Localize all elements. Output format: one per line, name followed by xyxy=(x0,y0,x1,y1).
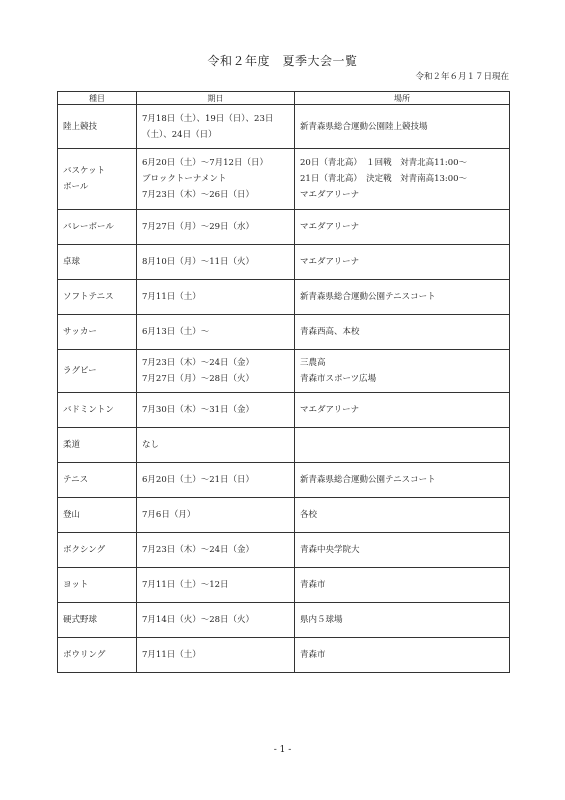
cell-period: 6月20日（土）～7月12日（日） ブロックトーナメント 7月23日（木）～26日（日） xyxy=(137,149,295,210)
table-row xyxy=(58,245,510,280)
cell-sport: テニス xyxy=(58,463,137,498)
table-row xyxy=(58,533,510,568)
cell-venue: 新青森県総合運動公園テニスコート xyxy=(295,463,510,498)
table-row xyxy=(58,210,510,245)
cell-venue: マエダアリーナ xyxy=(295,245,510,280)
header-period: 期日 xyxy=(137,92,295,105)
table-row xyxy=(58,428,510,463)
cell-period: 7月18日（土）、19日（日）、23日 （土）、24日（日） xyxy=(137,105,295,149)
table-row xyxy=(58,568,510,603)
cell-period: 7月11日（土）～12日 xyxy=(137,568,295,603)
table-row xyxy=(58,149,510,210)
cell-period: 7月11日（土） xyxy=(137,280,295,315)
cell-venue: 20日（青北高） １回戦 対青北高11:00～ 21日（青北高） 決定戦 対青南高13:00～ マエダアリーナ xyxy=(295,149,510,210)
cell-venue: 新青森県総合運動公園陸上競技場 xyxy=(295,105,510,149)
cell-period: 7月6日（月） xyxy=(137,498,295,533)
cell-sport: バドミントン xyxy=(58,393,137,428)
table-row xyxy=(58,315,510,350)
cell-sport: 登山 xyxy=(58,498,137,533)
cell-period: 6月13日（土）～ xyxy=(137,315,295,350)
header-sport: 種目 xyxy=(58,92,137,105)
document-title: 令和２年度 夏季大会一覧 xyxy=(207,54,358,68)
cell-venue: 青森西高、本校 xyxy=(295,315,510,350)
table-row xyxy=(58,638,510,673)
cell-venue: 各校 xyxy=(295,498,510,533)
cell-sport: ラグビー xyxy=(58,350,137,393)
cell-venue: 県内５球場 xyxy=(295,603,510,638)
cell-sport: バレーボール xyxy=(58,210,137,245)
cell-sport: ヨット xyxy=(58,568,137,603)
cell-sport: ボウリング xyxy=(58,638,137,673)
cell-sport: バスケット ボール xyxy=(58,149,137,210)
cell-venue: 青森中央学院大 xyxy=(295,533,510,568)
cell-venue: 青森市 xyxy=(295,568,510,603)
cell-sport: 陸上競技 xyxy=(58,105,137,149)
cell-venue: マエダアリーナ xyxy=(295,210,510,245)
cell-sport: ボクシング xyxy=(58,533,137,568)
cell-sport: サッカー xyxy=(58,315,137,350)
table-row xyxy=(58,463,510,498)
table-row xyxy=(58,105,510,149)
table-row xyxy=(58,498,510,533)
cell-period: なし xyxy=(137,428,295,463)
header-venue: 場所 xyxy=(295,92,510,105)
cell-period: 6月20日（土）～21日（日） xyxy=(137,463,295,498)
cell-venue: 新青森県総合運動公園テニスコート xyxy=(295,280,510,315)
page-number: - 1 - xyxy=(273,745,292,755)
cell-period: 8月10日（月）～11日（火） xyxy=(137,245,295,280)
cell-venue xyxy=(295,428,510,463)
cell-sport: 柔道 xyxy=(58,428,137,463)
as-of-date: 令和２年６月１７日現在 xyxy=(415,72,509,82)
cell-sport: 硬式野球 xyxy=(58,603,137,638)
cell-venue: 三農高 青森市スポーツ広場 xyxy=(295,350,510,393)
cell-period: 7月14日（火）～28日（火） xyxy=(137,603,295,638)
cell-period: 7月27日（月）～29日（水） xyxy=(137,210,295,245)
table-header-row xyxy=(58,92,510,105)
table-row xyxy=(58,280,510,315)
cell-period: 7月23日（木）～24日（金） 7月27日（月）～28日（火） xyxy=(137,350,295,393)
tournament-table xyxy=(57,91,510,673)
table-row xyxy=(58,350,510,393)
cell-sport: ソフトテニス xyxy=(58,280,137,315)
table-row xyxy=(58,393,510,428)
cell-period: 7月11日（土） xyxy=(137,638,295,673)
cell-venue: マエダアリーナ xyxy=(295,393,510,428)
cell-period: 7月23日（木）～24日（金） xyxy=(137,533,295,568)
cell-period: 7月30日（木）～31日（金） xyxy=(137,393,295,428)
cell-sport: 卓球 xyxy=(58,245,137,280)
cell-venue: 青森市 xyxy=(295,638,510,673)
table-row xyxy=(58,603,510,638)
